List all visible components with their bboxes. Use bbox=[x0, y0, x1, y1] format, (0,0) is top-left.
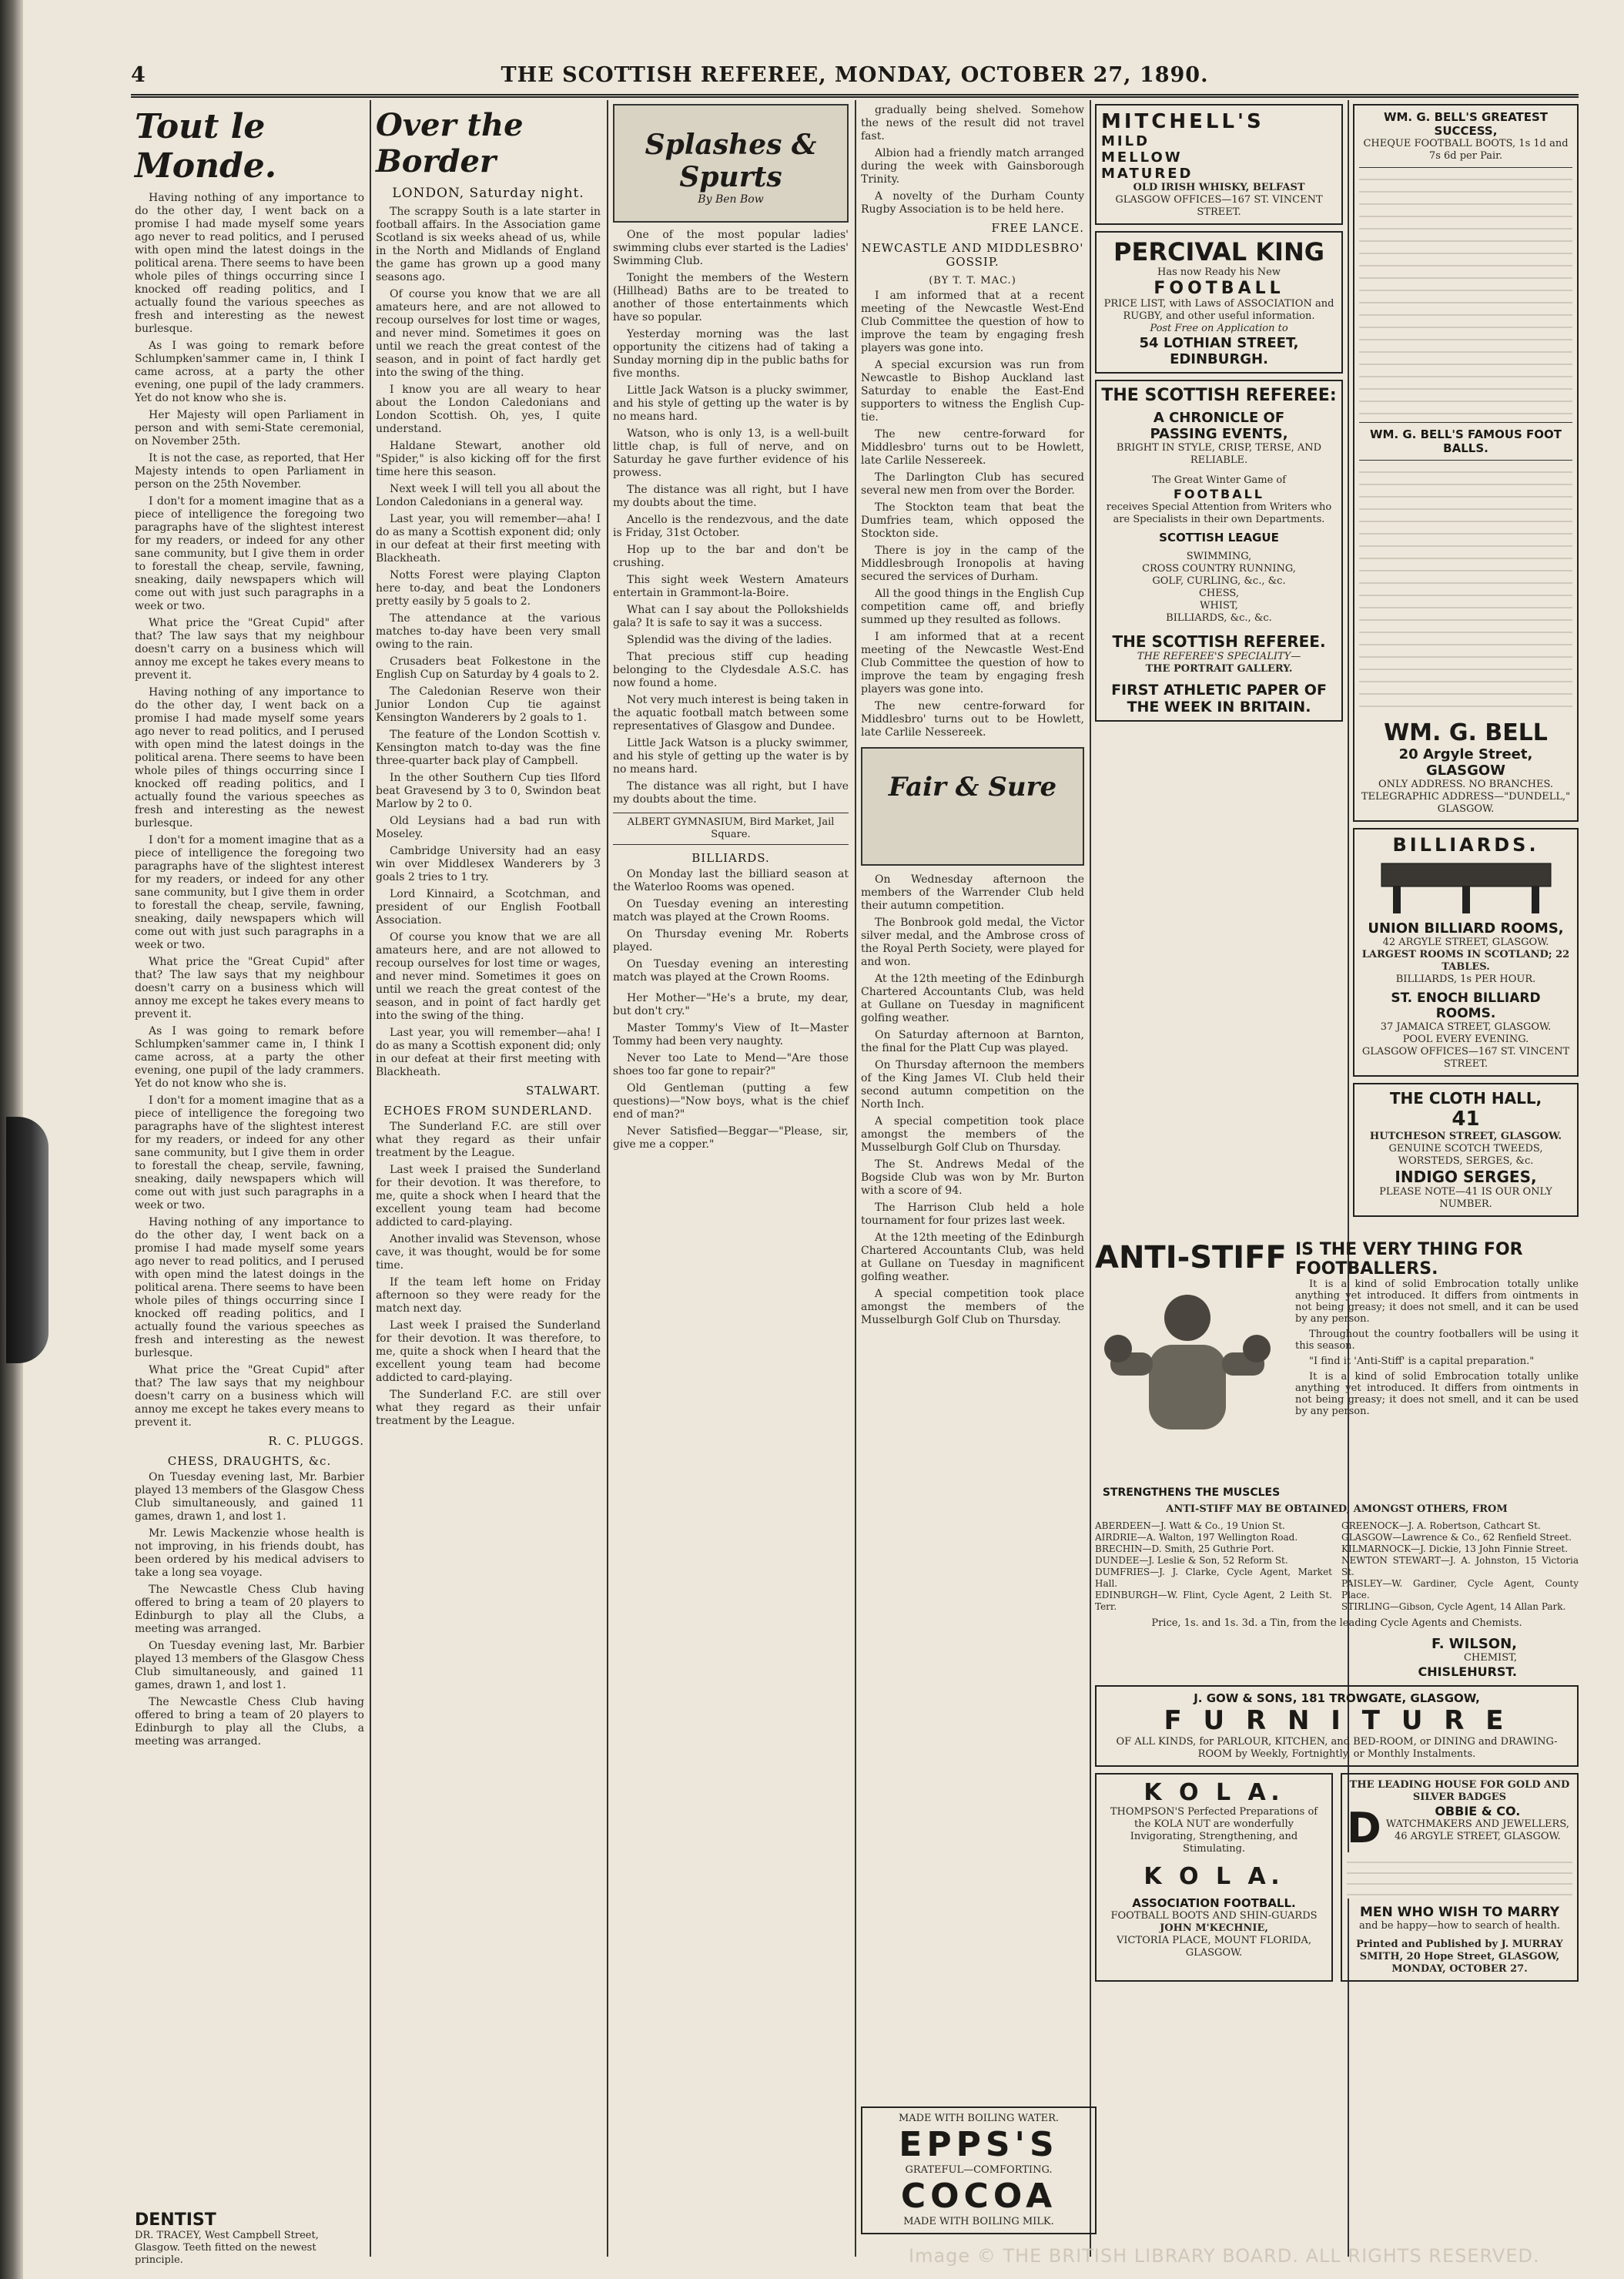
enoch-address: 37 JAMAICA STREET, GLASGOW. bbox=[1380, 1021, 1552, 1033]
author-signature: STALWART. bbox=[525, 1084, 601, 1098]
kola-ad bbox=[1095, 1773, 1333, 1982]
article-paragraph: What price the "Great Cupid" after that? The law says that my neighbour doesn't carry on a business which will annoy me except he takes every means to prevent it. bbox=[135, 1364, 364, 1429]
antistiff-ad bbox=[1095, 1240, 1579, 1499]
article-paragraph: In the other Southern Cup ties Ilford beat Gravesend by 3 to 0, Swindon beat Marlow by 2 to 0. bbox=[376, 772, 601, 810]
stockist-entry: PAISLEY—W. Gardiner, Cycle Agent, County Place. bbox=[1341, 1578, 1579, 1600]
bell-tel: TELEGRAPHIC ADDRESS—"DUNDELL," GLASGOW. bbox=[1361, 791, 1571, 815]
enoch-office: GLASGOW OFFICES—167 ST. VINCENT STREET. bbox=[1361, 1046, 1570, 1070]
referee-line: FOOTBALL bbox=[1173, 487, 1264, 501]
antistiff-paragraph: Throughout the country footballers will be using it this season. bbox=[1295, 1329, 1579, 1352]
antistiff-paragraph: It is a kind of solid Embrocation totally unlike anything yet introduced. It differs from ointments in not being greasy; it does not smell, and it can be used by any person. bbox=[1295, 1279, 1579, 1325]
billiards-heading: BILLIARDS. bbox=[1392, 834, 1539, 856]
article-paragraph: Little Jack Watson is a plucky swimmer, and his style of getting up the water is by no means hard. bbox=[613, 384, 849, 423]
gossip-body bbox=[861, 290, 1084, 739]
article-paragraph: The Bonbrook gold medal, the Victor silver medal, and the Ambrose cross of the Royal Perth Society, were played for and won. bbox=[861, 917, 1084, 968]
article-paragraph: On Thursday afternoon the members of the King James VI. Club held their second autumn competition on the North Inch. bbox=[861, 1059, 1084, 1111]
stockist-entry: BRECHIN—D. Smith, 25 Guthrie Port. bbox=[1095, 1543, 1274, 1554]
dentist-detail: DR. TRACEY, West Campbell Street, Glasgow. Teeth fitted on the newest principle. bbox=[135, 2230, 319, 2266]
union-pool: BILLIARDS, 1s PER HOUR. bbox=[1395, 974, 1536, 985]
billiard-table-icon bbox=[1366, 856, 1566, 917]
wilson-place: CHISLEHURST. bbox=[1418, 1664, 1517, 1679]
article-paragraph: Ancello is the rendezvous, and the date is Friday, 31st October. bbox=[613, 514, 849, 539]
antistiff-stockists bbox=[1095, 1520, 1579, 1613]
article-paragraph: Hop up to the bar and don't be crushing. bbox=[613, 544, 849, 569]
splashes-body bbox=[613, 229, 849, 806]
article-paragraph: As I was going to remark before Schlumpken'sammer came in, I think I came across, at a party the other evening, one pupil of the lady crammers. Yet do not know who she is. bbox=[135, 340, 364, 404]
referee-line: receives Special Attention from Writers who are Specialists in their own Departments. bbox=[1106, 501, 1332, 525]
article-paragraph: The Darlington Club has secured several new men from over the Border. bbox=[861, 471, 1084, 497]
referee-special: THE REFEREE'S SPECIALITY— bbox=[1137, 651, 1301, 662]
dobbie-lines bbox=[1386, 1804, 1569, 1843]
percival-football: FOOTBALL bbox=[1154, 279, 1284, 298]
cloth-address: HUTCHESON STREET, GLASGOW. bbox=[1369, 1131, 1562, 1142]
cloth-line: GENUINE SCOTCH TWEEDS, WORSTEDS, SERGES, &c. bbox=[1388, 1143, 1543, 1167]
cocoa-product: COCOA bbox=[900, 2177, 1057, 2216]
article-paragraph: As I was going to remark before Schlumpken'sammer came in, I think I came across, at a party the other evening, one pupil of the lady crammers. Yet do not know who she is. bbox=[135, 1025, 364, 1090]
kola-association: ASSOCIATION FOOTBALL. bbox=[1132, 1896, 1296, 1910]
article-paragraph: On Thursday evening Mr. Roberts played. bbox=[613, 928, 849, 953]
article-paragraph: Cambridge University had an easy win over Middlesex Wanderers by 3 goals 2 tries to 1 try. bbox=[376, 845, 601, 883]
article-paragraph: Last year, you will remember—aha! I do as many a Scottish exponent did; only in our defeat at their first meeting with Blackheath. bbox=[376, 513, 601, 565]
article-paragraph: A special competition took place amongst the members of the Musselburgh Golf Club on Thursday. bbox=[861, 1115, 1084, 1154]
referee-line: CROSS COUNTRY RUNNING, bbox=[1142, 563, 1296, 575]
referee-line: BILLIARDS, &c., &c. bbox=[1166, 612, 1272, 624]
article-paragraph: I know you are all weary to hear about the London Caledonians and London Scottish. Oh, yes, I quite understand. bbox=[376, 384, 601, 435]
splashes-banner-author: By Ben Bow bbox=[698, 193, 764, 206]
referee-line: The Great Winter Game of bbox=[1151, 474, 1287, 486]
gossip-heading: NEWCASTLE AND MIDDLESBRO' GOSSIP. bbox=[861, 241, 1084, 269]
scottish-referee-ad bbox=[1095, 380, 1343, 722]
article-paragraph: On Tuesday evening last, Mr. Barbier played 13 members of the Glasgow Chess Club simultaneously, and gained 11 games, drawn 1, and lost 1. bbox=[135, 1640, 364, 1691]
bell-heading: WM. G. BELL'S GREATEST SUCCESS, bbox=[1383, 110, 1549, 138]
splashes-banner-illustration bbox=[613, 104, 849, 223]
referee-sub3: BRIGHT IN STYLE, CRISP, TERSE, AND RELIABLE. bbox=[1116, 442, 1322, 466]
kola-maker: JOHN M'KECHNIE, bbox=[1160, 1922, 1268, 1934]
strongman-illustration bbox=[1095, 1275, 1280, 1483]
stockist-entry: ABERDEEN—J. Watt & Co., 19 Union St. bbox=[1095, 1520, 1285, 1531]
stockist-entry: KILMARNOCK—J. Dickie, 13 John Finnie Street. bbox=[1341, 1543, 1569, 1554]
enoch-pool: POOL EVERY EVENING. bbox=[1402, 1034, 1529, 1045]
article-paragraph: I don't for a moment imagine that as a piece of intelligence the foregoing two paragraphs have of the slightest interest for my readers, or indeed for any other sane community, but I give them in order to forestall the cheap, servile, fawning, sneaking, daily newspapers which will come out with just such paragraphs in a week or two. bbox=[135, 495, 364, 612]
article-paragraph: The St. Andrews Medal of the Bogside Club was won by Mr. Burton with a score of 94. bbox=[861, 1158, 1084, 1197]
dentist-title: DENTIST bbox=[135, 2210, 216, 2230]
article-paragraph: The Sunderland F.C. are still over what they regard as their unfair treatment by the League. bbox=[376, 1121, 601, 1159]
stockist-entry: DUNDEE—J. Leslie & Son, 52 Reform St. bbox=[1095, 1555, 1288, 1566]
article-paragraph: Next week I will tell you all about the London Caledonians in a general way. bbox=[376, 483, 601, 508]
wilson-role: CHEMIST, bbox=[1463, 1652, 1517, 1664]
article-paragraph: The scrappy South is a late starter in football affairs. In the Association game Scotland is six weeks ahead of us, while in the North and Midlands of England the game has grown up a good many seasons ago. bbox=[376, 206, 601, 283]
article-paragraph: A special competition took place amongst the members of the Musselburgh Golf Club on Thursday. bbox=[861, 1288, 1084, 1326]
stockist-entry: DUMFRIES—J. J. Clarke, Cycle Agent, Market Hall. bbox=[1095, 1567, 1332, 1589]
column-advertisements-right bbox=[1353, 104, 1579, 1236]
article-paragraph: What can I say about the Pollokshields gala? It is safe to say it was a success. bbox=[613, 604, 849, 629]
article-paragraph: On Tuesday evening an interesting match was played at the Crown Rooms. bbox=[613, 898, 849, 923]
referee-line: SWIMMING, bbox=[1186, 551, 1252, 562]
article-paragraph: The attendance at the various matches to-day have been very small owing to the rain. bbox=[376, 612, 601, 651]
billiards-heading: BILLIARDS. bbox=[691, 851, 770, 865]
article-paragraph: Of course you know that we are all amateurs here, and are not allowed to recoup ourselves for lost time or wages, and never mind. Sometimes it goes on until we reach the great contest of the season, and in point of fact hardly get into the swing of the thing. bbox=[376, 931, 601, 1022]
antistiff-paragraph: "I find it 'Anti-Stiff' is a capital preparation." bbox=[1309, 1356, 1535, 1367]
wilson-name: F. WILSON, bbox=[1431, 1636, 1517, 1652]
article-paragraph: I am informed that at a recent meeting of the Newcastle West-End Club Committee the question of how to improve the team by engaging fresh players was gone into. bbox=[861, 631, 1084, 695]
referee-first: FIRST ATHLETIC PAPER OF THE WEEK IN BRITAIN. bbox=[1111, 682, 1327, 716]
gymnasium-note: ALBERT GYMNASIUM, Bird Market, Jail Square. bbox=[613, 813, 849, 845]
dobbie-tag: THE LEADING HOUSE FOR GOLD AND SILVER BADGES bbox=[1349, 1779, 1570, 1803]
column-over-the-border bbox=[376, 104, 601, 2253]
article-paragraph: Mr. Lewis Mackenzie whose health is not improving, in his friends doubt, has been ordered by his medical advisers to take a long sea voyage. bbox=[135, 1527, 364, 1579]
cocoa-brand: EPPS'S bbox=[899, 2125, 1059, 2164]
article-paragraph: Splendid was the diving of the ladies. bbox=[627, 634, 832, 646]
referee-line: SCOTTISH LEAGUE bbox=[1159, 531, 1279, 545]
article-paragraph: The Stockton team that beat the Dumfries team, which opposed the Stockton side. bbox=[861, 501, 1084, 540]
referee-title: THE SCOTTISH REFEREE: bbox=[1101, 386, 1337, 405]
referee-sub1: A CHRONICLE OF bbox=[1153, 410, 1285, 426]
antistiff-tagline: IS THE VERY THING FOR FOOTBALLERS. bbox=[1295, 1240, 1523, 1279]
cocoa-made-milk: MADE WITH BOILING MILK. bbox=[903, 2216, 1054, 2227]
column-tout-le-monde bbox=[135, 104, 364, 2266]
article-paragraph: One of the most popular ladies' swimming clubs ever started is the Ladies' Swimming Club. bbox=[613, 229, 849, 267]
bell-only: ONLY ADDRESS. NO BRANCHES. bbox=[1378, 779, 1554, 790]
article-paragraph: Another invalid was Stevenson, whose cave, it was thought, would be for some time. bbox=[376, 1233, 601, 1272]
dobbie-initial: D bbox=[1347, 1804, 1381, 1852]
dobbie-line: WATCHMAKERS AND JEWELLERS, bbox=[1385, 1818, 1569, 1830]
printed-by: Printed and Published by J. MURRAY SMITH, 20 Hope Street, GLASGOW, MONDAY, OCTOBER 27. bbox=[1356, 1939, 1563, 1975]
article-paragraph: The Sunderland F.C. are still over what they regard as their unfair treatment by the League. bbox=[376, 1389, 601, 1427]
author-signature: FREE LANCE. bbox=[991, 221, 1084, 235]
stockist-entry: GREENOCK—J. A. Robertson, Cathcart St. bbox=[1341, 1520, 1541, 1531]
mitchell-whisky: OLD IRISH WHISKY, BELFAST bbox=[1133, 182, 1305, 193]
gossip-byline: (BY T. T. MAC.) bbox=[929, 275, 1016, 287]
percival-price: PRICE LIST, with Laws of ASSOCIATION and RUGBY, and other useful information. bbox=[1103, 298, 1334, 322]
referee-line: GOLF, CURLING, &c., &c. bbox=[1152, 575, 1286, 587]
article-paragraph: On Tuesday evening an interesting match was played at the Crown Rooms. bbox=[613, 958, 849, 984]
stockist-entry: GLASGOW—Lawrence & Co., 62 Renfield Street. bbox=[1341, 1532, 1572, 1543]
union-rooms: UNION BILLIARD ROOMS, bbox=[1368, 920, 1564, 937]
mitchell-line: MITCHELL'S bbox=[1101, 110, 1264, 133]
cocoa-grateful: GRATEFUL—COMFORTING. bbox=[905, 2164, 1053, 2176]
article-paragraph: Old Leysians had a bad run with Moseley. bbox=[376, 815, 601, 840]
over-the-border-heading: Over the Border bbox=[376, 107, 524, 179]
chess-heading: CHESS, DRAUGHTS, &c. bbox=[167, 1454, 332, 1468]
mitchell-line: MATURED bbox=[1101, 166, 1194, 182]
over-the-border-body bbox=[376, 206, 601, 1079]
wilson-signature bbox=[1095, 1636, 1579, 1679]
percival-ready: Has now Ready his New bbox=[1157, 266, 1281, 278]
referee-line: CHESS, bbox=[1198, 588, 1240, 599]
kola-title: K O L A. bbox=[1143, 1779, 1284, 1806]
dobbie-line: 46 ARGYLE STREET, GLASGOW. bbox=[1394, 1831, 1561, 1842]
splashes-banner-title: Splashes & Spurts bbox=[645, 129, 817, 193]
cocoa-made-water: MADE WITH BOILING WATER. bbox=[898, 2113, 1060, 2124]
epps-cocoa-ad bbox=[861, 2106, 1097, 2234]
article-paragraph: Her Majesty will open Parliament in person and with semi-State ceremonial, on November 25th. bbox=[135, 409, 364, 447]
mitchell-line: MILD bbox=[1101, 133, 1150, 149]
article-paragraph: Tonight the members of the Western (Hillhead) Baths are to be treated to another of those entertainments which have so popular. bbox=[613, 272, 849, 323]
joke-paragraph: Never Satisfied—Beggar—"Please, sir, give me a copper." bbox=[613, 1125, 849, 1151]
union-largest: LARGEST ROOMS IN SCOTLAND; 22 TABLES. bbox=[1361, 949, 1570, 973]
golf-body bbox=[861, 873, 1084, 1327]
referee-line: WHIST, bbox=[1200, 600, 1238, 612]
bell-balls: WM. G. BELL'S FAMOUS FOOT BALLS. bbox=[1369, 427, 1562, 455]
bell-balls-list bbox=[1359, 460, 1572, 715]
library-watermark: Image © THE BRITISH LIBRARY BOARD. ALL RIGHTS RESERVED. bbox=[909, 2245, 1540, 2267]
referee-gallery: THE PORTRAIT GALLERY. bbox=[1145, 663, 1293, 675]
cloth-number: 41 bbox=[1452, 1108, 1480, 1131]
tout-le-monde-heading: Tout le Monde. bbox=[135, 107, 277, 186]
article-paragraph: What price the "Great Cupid" after that? The law says that my neighbour doesn't carry on a business which will annoy me except he takes every means to prevent it. bbox=[135, 617, 364, 682]
dobbie-text-block bbox=[1347, 1852, 1572, 1899]
article-paragraph: The distance was all right, but I have my doubts about the time. bbox=[613, 484, 849, 509]
fair-and-sure-illustration bbox=[861, 747, 1084, 866]
article-paragraph: Watson, who is only 13, is a well-built little chap, is full of nerve, and on Saturday he gave further evidence of his prowess. bbox=[613, 427, 849, 479]
article-paragraph: It is not the case, as reported, that Her Majesty intends to open Parliament in person on the 25th November. bbox=[135, 452, 364, 491]
article-paragraph: Of course you know that we are all amateurs here, and are not allowed to recoup ourselves for lost time or wages, and never mind. Sometimes it goes on until we reach the great contest of the season, and in point of fact hardly get into the swing of the thing. bbox=[376, 288, 601, 379]
article-paragraph: That precious stiff cup heading belonging to the Clydesdale A.S.C. has now found a home. bbox=[613, 651, 849, 689]
dobbie-ad bbox=[1341, 1773, 1579, 1982]
echoes-heading: ECHOES FROM SUNDERLAND. bbox=[383, 1104, 593, 1118]
chess-body bbox=[135, 1471, 364, 1748]
percival-name: PERCIVAL KING bbox=[1113, 237, 1324, 266]
stockist-entry: AIRDRIE—A. Walton, 197 Wellington Road. bbox=[1095, 1532, 1298, 1543]
article-paragraph: Crusaders beat Folkestone in the English Cup on Saturday by 4 goals to 2. bbox=[376, 655, 601, 681]
referee-name: THE SCOTTISH REFEREE. bbox=[1112, 632, 1326, 651]
article-paragraph: gradually being shelved. Somehow the news of the result did not travel fast. bbox=[861, 104, 1084, 142]
marry-heading: MEN WHO WISH TO MARRY bbox=[1359, 1905, 1560, 1920]
article-paragraph: Having nothing of any importance to do the other day, I went back on a promise I had made myself some years ago never to read politics, and I perused with open mind the latest doings in the political arena. There seems to have been whole piles of things occurring since I knocked off reading politics, and I actually found the various speeches as fresh and interesting as the newest burlesque. bbox=[135, 192, 364, 335]
stockist-entry: EDINBURGH—W. Flint, Cycle Agent, 2 Leith St. Terr. bbox=[1095, 1590, 1332, 1612]
mitchell-line: MELLOW bbox=[1101, 149, 1183, 166]
article-paragraph: Having nothing of any importance to do the other day, I went back on a promise I had made myself some years ago never to read politics, and I perused with open mind the latest doings in the political arena. There seems to have been whole piles of things occurring since I knocked off reading politics, and I actually found the various speeches as fresh and interesting as the newest burlesque. bbox=[135, 1216, 364, 1359]
article-paragraph: What price the "Great Cupid" after that? The law says that my neighbour doesn't carry on a business which will annoy me except he takes every means to prevent it. bbox=[135, 956, 364, 1021]
article-paragraph: Last week I praised the Sunderland for their devotion. It was therefore, to me, quite a shock when I heard that the excellent young team had become addicted to card-playing. bbox=[376, 1319, 601, 1384]
antistiff-text bbox=[1295, 1240, 1579, 1421]
masthead-rule bbox=[131, 94, 1579, 98]
cloth-please: PLEASE NOTE—41 IS OUR ONLY NUMBER. bbox=[1379, 1186, 1552, 1210]
article-paragraph: There is joy in the camp of the Middlesbrough Ironopolis at having secured the services of Durham. bbox=[861, 545, 1084, 583]
column-advertisements-left bbox=[1095, 104, 1343, 1236]
article-paragraph: The distance was all right, but I have my doubts about the time. bbox=[613, 780, 849, 806]
percival-king-ad bbox=[1095, 231, 1343, 374]
article-paragraph: The new centre-forward for Middlesbro' turns out to be Howlett, late Carlile Nessereek. bbox=[861, 428, 1084, 467]
billiards-ad bbox=[1353, 828, 1579, 1077]
article-paragraph: I am informed that at a recent meeting of the Newcastle West-End Club Committee the question of how to improve the team by engaging fresh players was gone into. bbox=[861, 290, 1084, 354]
article-paragraph: On Saturday afternoon at Barnton, the final for the Platt Cup was played. bbox=[861, 1029, 1084, 1054]
joke-paragraph: Master Tommy's View of It—Master Tommy had been very naughty. bbox=[613, 1022, 849, 1047]
antistiff-price: Price, 1s. and 1s. 3d. a Tin, from the leading Cycle Agents and Chemists. bbox=[1151, 1617, 1522, 1629]
article-paragraph: I don't for a moment imagine that as a piece of intelligence the foregoing two paragraphs have of the slightest interest for my readers, or indeed for any other sane community, but I give them in order to forestall the cheap, servile, fawning, sneaking, daily newspapers which will come out with just such paragraphs in a week or two. bbox=[135, 1094, 364, 1212]
page-number: 4 bbox=[131, 63, 146, 87]
gow-heading: J. GOW & SONS, 181 TROWGATE, GLASGOW, bbox=[1194, 1691, 1480, 1705]
cloth-hall-ad bbox=[1353, 1083, 1579, 1217]
article-paragraph: The Newcastle Chess Club having offered to bring a team of 20 players to Edinburgh to play all the Clubs, a meeting was arranged. bbox=[135, 1584, 364, 1635]
article-paragraph: The feature of the London Scottish v. Kensington match to-day was the fine three-quarter back play of Campbell. bbox=[376, 729, 601, 767]
author-signature: R. C. PLUGGS. bbox=[268, 1434, 364, 1448]
marry-line: and be happy—how to search of health. bbox=[1358, 1920, 1561, 1932]
gow-furniture: F U R N I T U R E bbox=[1164, 1705, 1510, 1736]
joke-paragraph: Her Mother—"He's a brute, my dear, but don't cry." bbox=[613, 992, 849, 1017]
article-paragraph: Albion had a friendly match arranged during the week with Gainsborough Trinity. bbox=[861, 147, 1084, 186]
enoch-rooms: ST. ENOCH BILLIARD ROOMS. bbox=[1391, 990, 1541, 1021]
lower-ads-row bbox=[1095, 1773, 1579, 1988]
antistiff-name: ANTI-STIFF bbox=[1095, 1240, 1287, 1275]
bell-sub: CHEQUE FOOTBALL BOOTS, 1s 1d and 7s 6d per Pair. bbox=[1363, 138, 1569, 162]
referee-sub2: PASSING EVENTS, bbox=[1150, 426, 1288, 442]
article-paragraph: Notts Forest were playing Clapton here to-day, and beat the Londoners pretty easily by 5 goals to 2. bbox=[376, 569, 601, 608]
article-paragraph: The Newcastle Chess Club having offered to bring a team of 20 players to Edinburgh to play all the Clubs, a meeting was arranged. bbox=[135, 1696, 364, 1748]
antistiff-description bbox=[1295, 1279, 1579, 1417]
article-paragraph: The Harrison Club held a hole tournament for four prizes last week. bbox=[861, 1202, 1084, 1227]
cloth-heading: THE CLOTH HALL, bbox=[1389, 1089, 1542, 1108]
antistiff-obtain: ANTI-STIFF MAY BE OBTAINED, AMONGST OTHERS, FROM bbox=[1166, 1503, 1508, 1515]
article-paragraph: All the good things in the English Cup competition came off, and briefly summed up they resulted as follows. bbox=[861, 588, 1084, 626]
cloth-indigo: INDIGO SERGES, bbox=[1395, 1168, 1537, 1186]
article-paragraph: The new centre-forward for Middlesbro' turns out to be Howlett, late Carlile Nessereek. bbox=[861, 700, 1084, 739]
dateline: LONDON, Saturday night. bbox=[392, 186, 584, 201]
article-paragraph: Haldane Stewart, another old "Spider," is also kicking off for the first time here this season. bbox=[376, 440, 601, 478]
percival-address: 54 LOTHIAN STREET, EDINBURGH. bbox=[1139, 335, 1299, 367]
bell-price-list bbox=[1359, 167, 1572, 423]
kola-text: THOMPSON'S Perfected Preparations of the KOLA NUT are wonderfully Invigorating, Strengthening, and Stimulating. bbox=[1110, 1806, 1318, 1855]
antistiff-left bbox=[1095, 1240, 1287, 1499]
dobbie-line: OBBIE & CO. bbox=[1435, 1804, 1521, 1818]
article-paragraph: On Monday last the billiard season at the Waterloo Rooms was opened. bbox=[613, 868, 849, 893]
dobbie-block bbox=[1347, 1804, 1572, 1852]
bell-name: WM. G. BELL bbox=[1384, 719, 1548, 746]
article-paragraph: The Caledonian Reserve won their Junior London Cup tie against Kensington Wanderers by 2 goals to 1. bbox=[376, 685, 601, 724]
fair-and-sure-title: Fair & Sure bbox=[888, 772, 1057, 803]
column-divider bbox=[607, 100, 608, 2257]
mitchell-whisky-ad bbox=[1095, 104, 1343, 225]
page-spine-shadow bbox=[6, 1117, 49, 1363]
wm-g-bell-ad bbox=[1353, 104, 1579, 822]
tout-le-monde-body bbox=[135, 192, 364, 1429]
stockist-entry: STIRLING—Gibson, Cycle Agent, 14 Allan Park. bbox=[1341, 1601, 1566, 1612]
antistiff-caption: STRENGTHENS THE MUSCLES bbox=[1102, 1486, 1281, 1499]
echoes-body bbox=[376, 1121, 601, 1428]
joke-paragraph: Old Gentleman (putting a few questions)—"Now boys, what is the chief end of man?" bbox=[613, 1082, 849, 1121]
article-paragraph: Last year, you will remember—aha! I do as many a Scottish exponent did; only in our defeat at their first meeting with Blackheath. bbox=[376, 1027, 601, 1078]
article-paragraph: This sight week Western Amateurs entertain in Grammont-la-Boire. bbox=[613, 574, 849, 599]
article-paragraph: Lord Kinnaird, a Scotchman, and president of our English Football Association. bbox=[376, 888, 601, 927]
union-address: 42 ARGYLE STREET, GLASGOW. bbox=[1382, 937, 1549, 948]
mitchell-office: GLASGOW OFFICES—167 ST. VINCENT STREET. bbox=[1115, 194, 1323, 218]
gow-furniture-ad bbox=[1095, 1685, 1579, 1767]
article-paragraph: At the 12th meeting of the Edinburgh Chartered Accountants Club, was held at Gullane on Tuesday in magnificent golfing weather. bbox=[861, 1232, 1084, 1283]
column-newcastle-gossip bbox=[861, 104, 1084, 2253]
article-paragraph: A special excursion was run from Newcastle to Bishop Auckland last Saturday to enable the East-End supporters to witness the English Cup-tie. bbox=[861, 359, 1084, 424]
kola-place: VICTORIA PLACE, MOUNT FLORIDA, GLASGOW. bbox=[1117, 1935, 1311, 1959]
column-splashes-and-spurts bbox=[613, 104, 849, 2253]
bell-address: 20 Argyle Street, GLASGOW bbox=[1398, 746, 1533, 779]
masthead-title: THE SCOTTISH REFEREE, MONDAY, OCTOBER 27, 1890. bbox=[501, 63, 1209, 87]
article-paragraph: Little Jack Watson is a plucky swimmer, and his style of getting up the water is by no means hard. bbox=[613, 737, 849, 776]
article-paragraph: On Tuesday evening last, Mr. Barbier played 13 members of the Glasgow Chess Club simultaneously, and gained 11 games, drawn 1, and lost 1. bbox=[135, 1471, 364, 1523]
stockist-entry: NEWTON STEWART—J. A. Johnston, 15 Victoria St. bbox=[1341, 1555, 1579, 1577]
column-divider bbox=[1090, 100, 1091, 2257]
article-paragraph: On Wednesday afternoon the members of the Warrender Club held their autumn competition. bbox=[861, 873, 1084, 912]
gow-line: OF ALL KINDS, for PARLOUR, KITCHEN, and BED-ROOM, or DINING and DRAWING-ROOM by Weekly, Fortnightly, or Monthly Instalments. bbox=[1116, 1736, 1558, 1760]
dentist-ad bbox=[135, 2210, 364, 2267]
dialogue-jokes bbox=[613, 992, 849, 1151]
billiards-body bbox=[613, 868, 849, 984]
column-divider bbox=[370, 100, 371, 2257]
article-paragraph: Last week I praised the Sunderland for their devotion. It was therefore, to me, quite a shock when I heard that the excellent young team had become addicted to card-playing. bbox=[376, 1164, 601, 1228]
article-paragraph: Having nothing of any importance to do the other day, I went back on a promise I had made myself some years ago never to read politics, and I perused with open mind the latest doings in the political arena. There seems to have been whole piles of things occurring since I knocked off reading politics, and I actually found the various speeches as fresh and interesting as the newest burlesque. bbox=[135, 686, 364, 829]
article-paragraph: I don't for a moment imagine that as a piece of intelligence the foregoing two paragraphs have of the slightest interest for my readers, or indeed for any other sane community, but I give them in order to forestall the cheap, servile, fawning, sneaking, daily newspapers which will come out with just such paragraphs in a week or two. bbox=[135, 834, 364, 951]
column4-body-top bbox=[861, 104, 1084, 216]
article-paragraph: A novelty of the Durham County Rugby Association is to be held here. bbox=[861, 190, 1084, 216]
article-paragraph: Not very much interest is being taken in the aquatic football match between some representatives of Glasgow and Dundee. bbox=[613, 694, 849, 732]
kola-boots: FOOTBALL BOOTS AND SHIN-GUARDS bbox=[1110, 1910, 1318, 1922]
joke-paragraph: Never too Late to Mend—"Are those shoes too far gone to repair?" bbox=[613, 1052, 849, 1077]
lower-right-advertisements bbox=[1095, 1240, 1579, 2241]
antistiff-paragraph: It is a kind of solid Embrocation totally unlike anything yet introduced. It differs from ointments in not being greasy; it does not smell, and it can be used by any person. bbox=[1295, 1371, 1579, 1417]
article-paragraph: If the team left home on Friday afternoon so they were ready for the match next day. bbox=[376, 1276, 601, 1315]
article-paragraph: Yesterday morning was the last opportunity the citizens had of taking a Sunday morning dip in the public baths for five months. bbox=[613, 328, 849, 380]
column-divider bbox=[855, 100, 856, 2257]
article-paragraph: At the 12th meeting of the Edinburgh Chartered Accountants Club, was held at Gullane on Tuesday in magnificent golfing weather. bbox=[861, 973, 1084, 1024]
masthead bbox=[131, 63, 1579, 96]
percival-free: Post Free on Application to bbox=[1150, 323, 1288, 334]
kola-title: K O L A. bbox=[1143, 1863, 1284, 1890]
